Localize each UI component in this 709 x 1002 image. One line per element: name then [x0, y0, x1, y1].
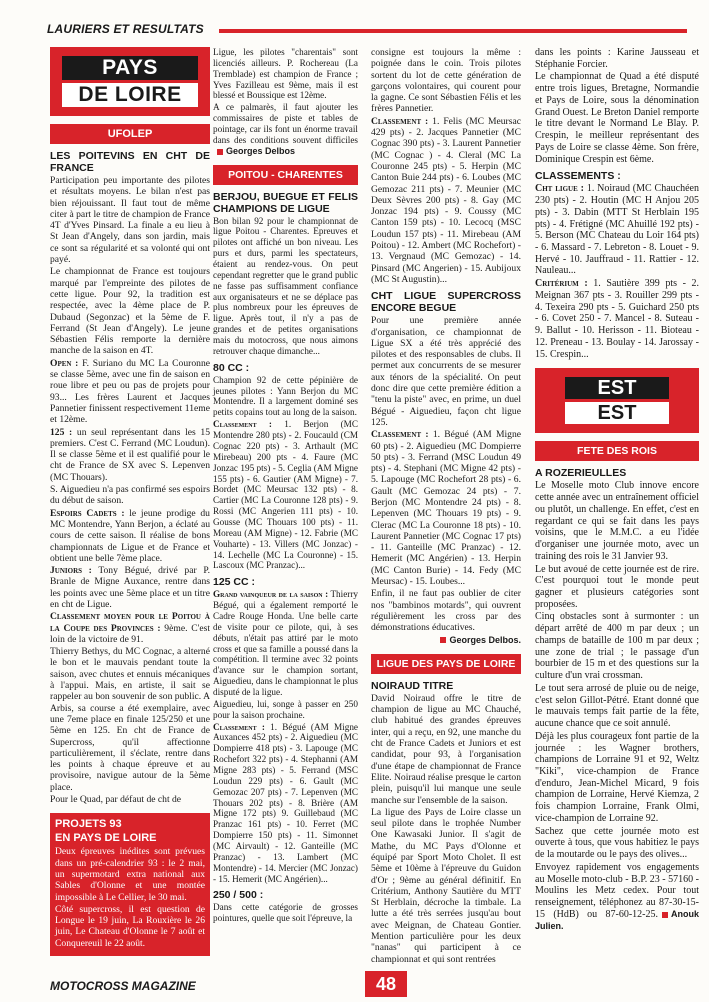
paragraph — [213, 102, 358, 156]
paragraph: Le championnat de France est toujours marqué par l'empreinte des pilotes de cette ligue. Pour 92, la tradition est respectée, avec la 4ème place de P. Dubaud (Segonzac) et la 5ème de F. Ferrand (St Jean d'Angely). Le jeune Sébastien Félis remporte la dernière manche de la saison en 4T. — [50, 266, 210, 357]
text: F. Suriano du MC La Couronne se classe 5ème, avec une fin de saison en roue libre et peu ou pas de projets pour 93... Les frères Laurent et Jacques Pannetier finissent respectivement 11eme et 12ème. — [50, 357, 210, 426]
paragraph: dans les points : Karine Jausseau et Stéphanie Forcier. — [535, 47, 699, 70]
paragraph: consigne est toujours la même : poignée dans le coin. Trois pilotes sortent du lot de cette génération de garçons volontaires, qui courent pour la gagne. Ce sont Sébastien Félis et les frères Pannetier. — [371, 47, 521, 115]
column-3 — [371, 47, 521, 966]
paragraph — [50, 358, 210, 426]
est-title-block — [535, 368, 699, 433]
text: Tony Bégué, drivé par P. Branle de Migne Auxance, rentre dans les points avec une 5ème place et un titre en cht de Ligue. — [50, 565, 210, 610]
projects-text: Deux épreuves inédites sont prévues dans un pré-calendrier 93 : le 2 mai, un supermotard extra national aux Sables d'Olonne et une montée impossible à Le Cellier, le 30 mai. — [55, 846, 205, 903]
projects-text: Côté supercross, il est question de Longue le 19 juin, La Rouxière le 26 juin, Le Chateau d'Olonne le 7 août et Conquereuil le 22 août. — [55, 903, 205, 949]
paragraph — [50, 565, 210, 610]
poitou-box: POITOU - CHARENTES — [213, 165, 358, 185]
column-2 — [213, 47, 358, 925]
paragraph: Aiguedieu, lui, songe à passer en 250 pour la saison prochaine. — [213, 698, 358, 720]
region-title-line1: PAYS — [62, 56, 198, 80]
subhead: 125 CC : — [213, 576, 256, 589]
paragraph: Champion 92 de cette pépinière de jeunes pilotes : Yann Berjon du MC Montendre. Il a largement dominé ses petits copains tout au long de la saison. — [213, 374, 358, 418]
paragraph: Thierry Bethys, du MC Cognac, a alterné le bon et le mauvais pendant toute la saison, avec chutes et ennuis mécaniques à l'appui. Mais, en artiste, il sait se rappeler au bon souvenir de son public. A Arbis, sa course a été exemplaire, avec une 7eme place en finale 125/250 et une 5ème en 125. En cht de France de Supercross, qu'il affectionne particulièrement, il s'éclate, rentre dans les points à chaque épreuve et au provisoire, navigue autour de la 5ème place. — [50, 646, 210, 793]
projects-title-1: PROJETS 93 — [55, 818, 122, 831]
projects-box — [50, 813, 210, 956]
paragraph — [50, 427, 210, 483]
label: Juniors : — [50, 565, 92, 577]
column-1 — [50, 47, 210, 956]
est-title-line2: EST — [565, 402, 669, 424]
est-title-line1: EST — [565, 377, 669, 399]
paragraph — [50, 508, 210, 564]
column-4 — [535, 47, 699, 933]
text: 1. Felis (MC Meursac 429 pts) - 2. Jacques Pannetier (MC Cognac 390 pts) - 3. Laurent Pannetier (MC Cognac ) - 4. Cleral (MC La Couronne 245 pts) - 5. Herpin (MC Canton Buie 244 pts) - 6. Loubes (MC Gemozac 211 pts) - 7. Meunier (MC Deux Sèvres 200 pts) - 8. Gay (MC Jonzac 194 pts) - 9. Coussy (MC Canton 159 pts) - 10. Lecocq (MSC Loudun 157 pts) - 11. Mirebeau (AM Poitou) - 12. Ambert (MC Rochefort) - 13. Vergnaud (MC Gemozac) - 14. Pinsard (MC Angerien) - 15. Aubijoux (MC St Augustin)... — [371, 115, 522, 285]
pays-de-loire-box: LIGUE DES PAYS DE LOIRE — [371, 654, 521, 674]
paragraph: Sachez que cette journée moto est ouverte à tous, que vous habitiez le pays de la moutarde ou le pays des olives... — [535, 825, 699, 861]
label: Grand vainqueur de la saison : — [213, 589, 329, 600]
header-rule — [219, 29, 687, 33]
paragraph: Participation peu importante des pilotes et résultats moyens. Le bilan n'est pas bien réjouissant. Il faut tout de même citer à part le titre de champion de France 4T d'Yves Pinsard. La finale a eu lieu à St Jean d'Angely, dans son jardin, mais ce sont sa régularité et sa volonté qui ont payé. — [50, 175, 210, 266]
paragraph — [213, 589, 358, 698]
article-headline: NOIRAUD TITRE — [371, 679, 454, 692]
paragraph: David Noiraud offre le titre de champion de ligue au MC Chauché, club habitué des grandes épreuves inter, qui a reçu, en 92, une manche du cht de France Cadets et Juniors et est candidat, pour 93, à l'organisation d'une étape de championnat de France Elite. Noiraud réalise presque le carton plein, puisqu'il lui manque une seule manche sur l'ensemble de la saison. — [371, 692, 521, 806]
region-title-line2: DE LOIRE — [62, 83, 198, 107]
projects-title-2: EN PAYS DE LOIRE — [55, 832, 157, 845]
paragraph — [50, 611, 210, 645]
article-headline: CHT LIGUE SUPERCROSS ENCORE BEGUE — [371, 290, 521, 315]
magazine-name: MOTOCROSS MAGAZINE — [50, 979, 196, 993]
paragraph: S. Aiguedieu n'a pas confirmé ses espoirs du début de saison. — [50, 484, 210, 507]
label: 125 : — [50, 426, 73, 438]
page-header — [47, 22, 687, 38]
paragraph: Le Moselle moto Club innove encore cette année avec un entraînement officiel ou plutôt, un challenge. En effet, c'est en regardant ce qui se fait dans les pays voisins, que le M.M.C. a eu l'idée d'organiser une journée moto, avec un training des rois le 31 Janvier 93. — [535, 480, 699, 562]
text: 1. Berjon (MC Montendre 280 pts) - 2. Foucauld (CM Cognac 220 pts) - 3. Arthault (MC Mirebeau) 200 pts - 4. Faure (MC Jonzac 195 pts) - 5. Ceglia (AM Migne 155 pts) - 6. Gautier (AM Migne) - 7. Bordet (MC Meursac 132 pts) - 8. Cartier (MC La Couronne 128 pts) - 9. Rossi (MC Angerien 111 pts) - 10. Gousse (MC Thouars 100 pts) - 11. Moreau (AM Migne) - 12. Fabrie (MC Vouharte) - 13. Villers (MC Jonzac) - 14. Lechelle (MC La Couronne) - 15. Lascoux (MC Pranzac)... — [213, 419, 358, 571]
label: Classement : — [371, 429, 429, 441]
paragraph: Ligue, les pilotes "charentais" sont licenciés ailleurs. P. Rochereau (La Tremblade) est champion de France ; Yves Fazilleau est 9ème, mais il est blessé et Boussique est 12ème. — [213, 47, 358, 101]
paragraph — [535, 278, 699, 360]
article-headline: LES POITEVINS EN CHT DE FRANCE — [50, 150, 210, 174]
paragraph: La ligue des Pays de Loire classe un seul pilote dans le trophée Number One Kawasaki Junior. Il s'agit de Mathe, du MC Pays d'Olonne et équipé par Sport Moto Cholet. Il est 5ème et 10ème à l'épreuve du Guidon d'Or ; 9ème au général définitif. En Critérium, Anthony Sautière du MTT St Herblain, décroche la timbale. La lutte a été très serrées jusqu'au bout avec Meignan, de Chateau Gontier. Mention particulière pour les deux "nanas" qui participent à ce championnat et qui sont rentrées — [371, 806, 521, 965]
text: un seul représentant dans les 15 premiers. C'est C. Ferrand (MC Loudun). Il se classe 5ème et il est qualifié pour le cht de France de SX avec S. Lepenven (MC Thouars). — [50, 426, 210, 483]
paragraph — [535, 183, 699, 277]
text: Envoyez rapidement vos engagements au Moselle moto-club - B.P. 23 - 57160 - Moulins les Metz cedex. Pour tout renseignement, téléphonez au 87-30-15-15 (HdB) ou 87-60-12-25. — [535, 861, 699, 920]
signature-line — [371, 635, 521, 646]
paragraph — [213, 419, 358, 571]
text: 1. Noiraud (MC Chauchéen 230 pts) - 2. Houtin (MC H Anjou 205 pts) - 3. Dabin (MTT St Herblain 195 pts) - 4. Frétigné (MC Ahuillé 192 pts) - 5. Berson (MC Chateau du Loir 164 pts) - 6. Massard - 7. Lebreton - 8. Louet - 9. Hervé - 10. Jauffraud - 11. Rattier - 12. Nauleau... — [535, 183, 699, 277]
label: Classement : — [213, 419, 272, 430]
paragraph: Dans cette catégorie de grosses pointures, quelle que soit l'épreuve, la — [213, 902, 358, 924]
paragraph: Le but avoué de cette journée est de rire. C'est pourquoi tout le monde peut gagner et plusieurs catégories sont proposées. — [535, 563, 699, 610]
paragraph — [371, 429, 521, 587]
paragraph: Bon bilan 92 pour le championnat de ligue Poitou - Charentes. Epreuves et pilotes ont affiché un bon niveau. Les purs et durs, parmi les spectateurs, étaient au rendez-vous. On peut cependant regretter que le grand public ne fasse pas suffisamment confiance aux organisateurs et ne se déplace pas plus nombreux pour les épreuves de ligue. Après tout, il n'y a pas de grandes et de petites organisations mais du motocross, que nous aimons retrouver chaque dimanche... — [213, 215, 358, 356]
paragraph: Déjà les plus courageux font partie de la journée : les Wagner brothers, champions de Lorraine 91 et 92, Weltz "Kiki", vice-champion de France d'enduro, Jean-Michel Micard, 9 fois champion de Lorraine, Hervé Kiemza, 2 fois champion Lorraine, Frank Olmi, vice-champion de Lorraine 92. — [535, 730, 699, 824]
paragraph: Cinq obstacles sont à surmonter : un départ arrêté de 400 m par deux ; un champs de bataille de 100 m par deux ; une zone de trial ; le passage d'un bourbier de 15 m et des questions sur la culture d'un vrai crossman. — [535, 611, 699, 682]
label: Open : — [50, 357, 79, 369]
paragraph: Enfin, il ne faut pas oublier de citer nos "bambinos motards", qui ouvrent régulièrement les cross par des démonstrations éducatives. — [371, 588, 521, 634]
article-headline: A ROZERIEULLES — [535, 467, 627, 480]
subhead: 250 / 500 : — [213, 889, 264, 902]
text: 1. Bégué (AM Migne 60 pts) - 2. Aiguedieu (MC Dompierre 50 pts) - 3. Ferrand (MSC Loudun 49 pts) - 4. Stephani (MC Migne 42 pts) - 5. Lapouge (MC Rochefort 28 pts) - 6. Gault (MC Gemozac 24 pts) - 7. Berjon (MC Montendre 24 pts) - 8. Lepenven (MC Thouars 19 pts) - 9. Clerac (MC La Couronne 18 pts) - 10. Laurent Pannetier (MC Cognac 17 pts) - 11. Ganteille (MC Pranzac) - 12. Hemerit (MC Angérien) - 13. Herpin (MC Canton Burie) - 14. Fedy (MC Meursac) - 15. Loubes... — [371, 429, 521, 588]
paragraph — [371, 116, 521, 285]
author-signature: Georges Delbos. — [449, 634, 521, 645]
article-headline: BERJOU, BUEGUE ET FELIS CHAMPIONS DE LIGUE — [213, 190, 358, 215]
fete-des-rois-box: FETE DES ROIS — [535, 441, 699, 461]
ufolep-box: UFOLEP — [50, 124, 210, 144]
text: 9ème. C'est loin de la victoire de 91. — [50, 622, 210, 645]
paragraph: Pour le Quad, par défaut de cht de — [50, 794, 182, 806]
paragraph: Pour une première année d'organisation, ce championnat de Ligue SX a été très apprécié des pilotes et des responsables de clubs. Il permet aux concurrents de se mesurer aux ténors de la spécialité. On peut donc dire que cette première édition a "tenu la piste" avec, en prime, un duel Bégué - Aiguedieu, façon cht ligue 125. — [371, 315, 521, 428]
label: Cht ligue : — [535, 183, 584, 195]
author-signature: Georges Delbos — [226, 145, 296, 156]
text: 1. Bégué (AM Migne Auxances 452 pts) - 2. Aiguedieu (MC Dompierre 418 pts) - 3. Lapouge (MC Rochefort 322 pts) - 4. Stephanni (AM Migne 283 pts) - 5. Ferrand (MSC Loudun 229 pts) - 6. Gault (MC Gemozac 207 pts) - 7. Lepenven (MC Thouars 202 pts) - 8. Brière (AM Migne 172 pts) 9. Guillebaud (MC Pranzac 161 pts) - 10. Ferret (MC Dompierre 150 pts) - 11. Simonnet (MC Airvault) - 12. Ganteille (MC Pranzac) - 13. Lambert (MC Montendre) - 14. Mercier (MC Jonzac) - 15. Hemerit (MC Angérien)... — [213, 721, 358, 884]
subhead: 80 CC : — [213, 361, 250, 374]
end-square-icon — [217, 149, 223, 155]
label: Classement moyen pour le Poitou à la Coupe des Provinces : — [50, 611, 210, 634]
section-title: LAURIERS ET RESULTATS — [47, 22, 204, 36]
subhead: CLASSEMENTS : — [535, 170, 621, 183]
label: Classement : — [371, 115, 429, 127]
text: A ce palmarès, il faut ajouter les commissaires de piste et tables de pointage, car ils font un énorme travail dans des conditions souvent difficiles — [213, 102, 358, 145]
label: Espoirs Cadets : — [50, 507, 125, 519]
paragraph — [213, 722, 358, 885]
text: 1. Sautière 399 pts - 2. Meignan 367 pts - 3. Rouiller 299 pts - 4. Texeira 290 pts - 5. Guichard 250 pts - 6. Covet 250 - 7. Mancel - 8. Suteau - 9. Ballut - 10. Herisson - 11. Bioteau - 12. Preneau - 13. Boulay - 14. Jarossay - 15. Crespin... — [535, 278, 699, 360]
label: Critérium : — [535, 278, 588, 290]
author-signature: Anouk Julien. — [535, 908, 699, 931]
page-footer — [47, 974, 687, 997]
text: Thierry Bégué, qui a également remporté le Cadre Rouge Honda. Une belle carte de visite pour ce pilote, qui, à ses débuts, n'était pas attiré par le moto cross et que sa famille a poussé dans la compétition. Il termine avec 32 points d'avance sur le champion sortant, Aiguedieu, dans le championnat le plus disputé de la ligue. — [213, 589, 358, 697]
end-square-icon — [440, 637, 446, 643]
end-square-icon — [662, 912, 668, 918]
region-title-block — [50, 47, 210, 116]
label: Classement : — [213, 721, 265, 732]
paragraph: Le tout sera arrosé de pluie ou de neige, c'est selon Gillot-Pétré. Etant donné que le mauvais temps fait partie de la fête, aucune chance que ce soit annulé. — [535, 682, 699, 730]
paragraph — [535, 862, 699, 932]
paragraph: Le championnat de Quad a été disputé entre trois ligues, Bretagne, Normandie et Pays de Loire, sous la dénomination Grand Ouest. Le Breton Daniel remporte le titre devant le Normand Le Blay. P. Crespin, le meilleur représentant des Pays de Loire se classe 4ème. Son frère, Dominique Crespin est 6ème. — [535, 71, 699, 165]
text: le jeune prodige du MC Montendre, Yann Berjon, a éclaté au cours de cette saison. Il réalise de bons championnats de Ligue et de France et obtient une belle 7ème place. — [50, 507, 210, 564]
page-number: 48 — [365, 971, 407, 997]
